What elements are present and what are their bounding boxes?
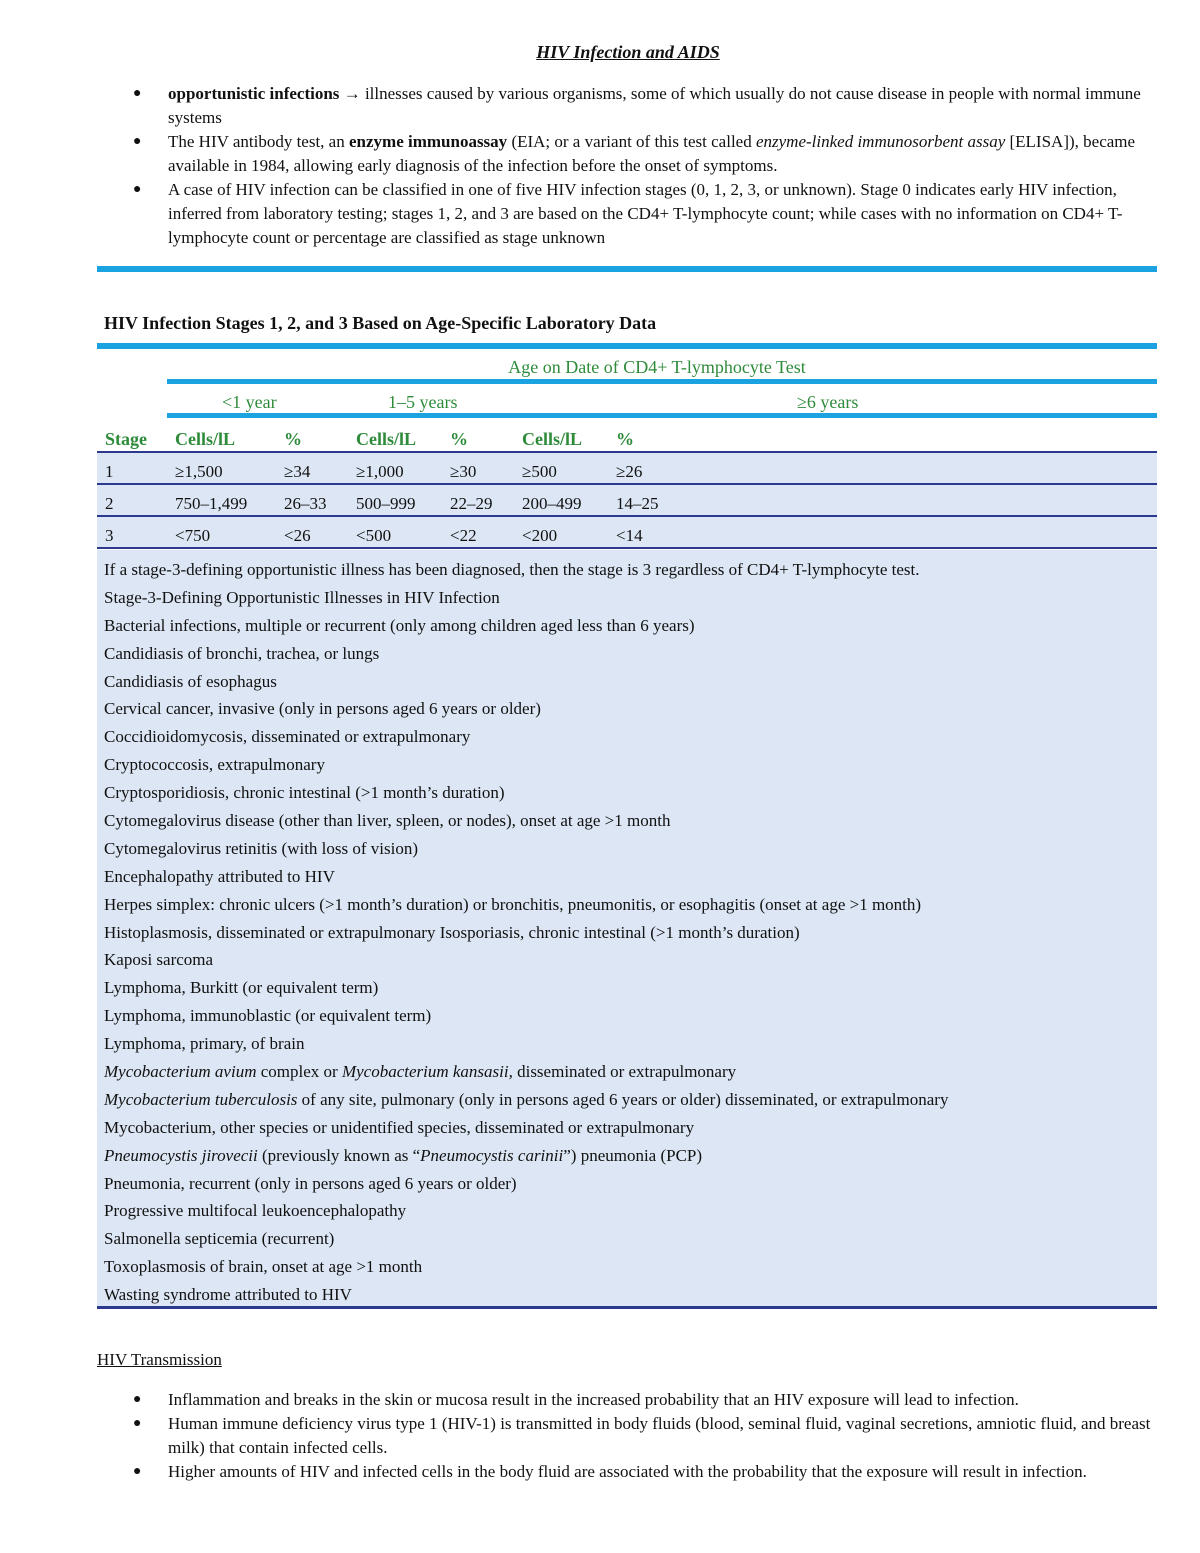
table-cell: <22 bbox=[450, 526, 477, 545]
col-cells-3: Cells/lL bbox=[522, 429, 583, 449]
document-title: HIV Infection and AIDS bbox=[536, 42, 720, 62]
illness-heading: Stage-3-Defining Opportunistic Illnesses in HIV Infection bbox=[104, 587, 500, 607]
table-cell: <750 bbox=[175, 526, 211, 545]
list-item: Wasting syndrome attributed to HIV bbox=[104, 1285, 352, 1305]
list-item bbox=[133, 1388, 1163, 1412]
row-divider bbox=[97, 547, 1157, 549]
list-item: Lymphoma, immunoblastic (or equivalent term) bbox=[104, 1006, 432, 1026]
table-cell: 22–29 bbox=[450, 494, 493, 513]
col-stage: Stage bbox=[105, 429, 147, 449]
list-item bbox=[104, 1086, 1154, 1114]
table-cell: ≥1,000 bbox=[356, 462, 404, 481]
text: disseminated or extrapulmonary bbox=[512, 1062, 737, 1082]
list-item: Lymphoma, primary, of brain bbox=[104, 1034, 305, 1054]
age-header-rule bbox=[167, 379, 1157, 384]
list-item: Herpes simplex: chronic ulcers (>1 month’s duration) or bronchitis, pneumonitis, or esophagitis (onset at age >1 month) bbox=[104, 894, 922, 914]
list-item bbox=[104, 1142, 1154, 1170]
text: [ELISA]), became available in 1984, allowing early diagnosis of the infection before the onset of symptoms. bbox=[168, 132, 1136, 175]
bullet-icon: ● bbox=[133, 182, 142, 197]
table-cell: <14 bbox=[616, 526, 643, 545]
table-top-rule bbox=[97, 343, 1157, 349]
list-item: Cryptococcosis, extrapulmonary bbox=[104, 755, 325, 775]
list-item bbox=[133, 82, 1158, 130]
list-item: Candidiasis of esophagus bbox=[104, 671, 277, 691]
list-item bbox=[133, 1460, 1163, 1484]
illness-list bbox=[104, 556, 1154, 1309]
table-cell: ≥26 bbox=[616, 462, 643, 481]
table-cell: 26–33 bbox=[284, 494, 327, 513]
list-item: Toxoplasmosis of brain, onset at age >1 month bbox=[104, 1257, 423, 1277]
list-item: Coccidioidomycosis, disseminated or extrapulmonary bbox=[104, 727, 471, 747]
table-cell: <200 bbox=[522, 526, 558, 545]
transmission-bullet-list bbox=[133, 1388, 1163, 1484]
intro-bullet-list bbox=[133, 82, 1158, 250]
col-cells-2: Cells/lL bbox=[356, 429, 417, 449]
term-italic: Pneumocystis jirovecii bbox=[104, 1145, 258, 1165]
age-group-6-plus: ≥6 years bbox=[797, 392, 859, 412]
col-pct-3: % bbox=[616, 429, 634, 449]
list-item: Cervical cancer, invasive (only in persons aged 6 years or older) bbox=[104, 699, 541, 719]
table-cell: 2 bbox=[105, 494, 114, 513]
term-italic: Mycobacterium tuberculosis bbox=[104, 1089, 298, 1109]
list-item bbox=[133, 178, 1158, 250]
bullet-icon: ● bbox=[133, 86, 142, 101]
age-header: Age on Date of CD4+ T-lymphocyte Test bbox=[508, 357, 806, 377]
text: (EIA; or a variant of this test called bbox=[507, 132, 756, 151]
definition: illnesses caused by various organisms, some of which usually do not cause disease in people with normal immune systems bbox=[168, 84, 1141, 127]
age-group-rule bbox=[167, 413, 1157, 418]
table-cell: 200–499 bbox=[522, 494, 582, 513]
table-cell: 1 bbox=[105, 462, 114, 481]
list-item bbox=[133, 1412, 1163, 1460]
list-item: Pneumonia, recurrent (only in persons aged 6 years or older) bbox=[104, 1173, 517, 1193]
term: enzyme immunoassay bbox=[348, 132, 508, 151]
age-group-under-1: <1 year bbox=[222, 392, 277, 412]
stage-note: If a stage-3-defining opportunistic illness has been diagnosed, then the stage is 3 regardless of CD4+ T-lymphocyte test. bbox=[104, 560, 920, 579]
table-bottom-rule bbox=[97, 1306, 1157, 1309]
table-cell: 750–1,499 bbox=[175, 494, 248, 513]
list-item bbox=[104, 1058, 1154, 1086]
text: Human immune deficiency virus type 1 (HIV-1) is transmitted in body fluids (blood, seminal fluid, vaginal secretions, amniotic fluid, and breast milk) that contain infected cells. bbox=[168, 1414, 1151, 1457]
list-item: Bacterial infections, multiple or recurrent (only among children aged less than 6 years) bbox=[104, 615, 695, 635]
transmission-title: HIV Transmission bbox=[97, 1350, 222, 1369]
text: complex or bbox=[256, 1062, 342, 1082]
table-cell: <26 bbox=[284, 526, 311, 545]
text: Higher amounts of HIV and infected cells in the body fluid are associated with the probability that the exposure will result in infection. bbox=[168, 1462, 1087, 1481]
section-divider bbox=[97, 266, 1157, 272]
text: ”) pneumonia (PCP) bbox=[563, 1145, 703, 1165]
text: of any site, pulmonary (only in persons aged 6 years or older) disseminated, or extrapulmonary bbox=[297, 1089, 949, 1109]
list-item: Progressive multifocal leukoencephalopathy bbox=[104, 1201, 407, 1221]
table-cell: <500 bbox=[356, 526, 392, 545]
list-item: Cytomegalovirus disease (other than liver, spleen, or nodes), onset at age >1 month bbox=[104, 811, 671, 831]
list-item: Histoplasmosis, disseminated or extrapulmonary Isosporiasis, chronic intestinal (>1 month’s duration) bbox=[104, 922, 800, 942]
table-cell: ≥30 bbox=[450, 462, 477, 481]
table-cell: 500–999 bbox=[356, 494, 416, 513]
list-item: Cytomegalovirus retinitis (with loss of vision) bbox=[104, 838, 419, 858]
term-italic: enzyme-linked immunosorbent assay bbox=[755, 132, 1006, 151]
table-cell: ≥500 bbox=[522, 462, 557, 481]
bullet-icon: ● bbox=[133, 134, 142, 149]
bullet-icon: ● bbox=[133, 1464, 142, 1479]
col-pct-1: % bbox=[284, 429, 302, 449]
text: (previously known as “ bbox=[257, 1145, 421, 1165]
bullet-icon: ● bbox=[133, 1392, 142, 1407]
list-item: Salmonella septicemia (recurrent) bbox=[104, 1229, 335, 1249]
term-italic: Mycobacterium kansasii, bbox=[341, 1062, 513, 1082]
col-pct-2: % bbox=[450, 429, 468, 449]
arrow-icon: → bbox=[343, 84, 361, 103]
age-group-1-5: 1–5 years bbox=[388, 392, 458, 412]
table-cell: 14–25 bbox=[616, 494, 659, 513]
list-item: Cryptosporidiosis, chronic intestinal (>1 month’s duration) bbox=[104, 783, 505, 803]
list-item: Encephalopathy attributed to HIV bbox=[104, 866, 335, 886]
table-title: HIV Infection Stages 1, 2, and 3 Based on Age-Specific Laboratory Data bbox=[104, 313, 657, 333]
list-item: Lymphoma, Burkitt (or equivalent term) bbox=[104, 978, 379, 998]
list-item: Kaposi sarcoma bbox=[104, 950, 214, 970]
term: opportunistic infections bbox=[168, 84, 340, 103]
table-cell: ≥34 bbox=[284, 462, 311, 481]
term-italic: Pneumocystis carinii bbox=[420, 1145, 564, 1165]
text: The HIV antibody test, an bbox=[168, 132, 349, 151]
table-cell: ≥1,500 bbox=[175, 462, 223, 481]
row-divider bbox=[97, 483, 1157, 485]
table-cell: 3 bbox=[105, 526, 114, 545]
text: Inflammation and breaks in the skin or mucosa result in the increased probability that an HIV exposure will lead to infection. bbox=[168, 1390, 1019, 1409]
bullet-icon: ● bbox=[133, 1416, 142, 1431]
col-cells-1: Cells/lL bbox=[175, 429, 236, 449]
list-item bbox=[133, 130, 1158, 178]
row-divider bbox=[97, 515, 1157, 517]
text: A case of HIV infection can be classified in one of five HIV infection stages (0, 1, 2, 3, or unknown). Stage 0 indicates early HIV infection, inferred from laboratory testing; stages 1, 2, and 3 are based on the CD4+ T-lymphocyte count; while cases with no information on CD4+ T-lymphocyte count or percentage are classified as stage unknown bbox=[168, 180, 1123, 247]
term-italic: Mycobacterium avium bbox=[104, 1062, 257, 1082]
list-item: Mycobacterium, other species or unidentified species, disseminated or extrapulmonary bbox=[104, 1117, 695, 1137]
list-item: Candidiasis of bronchi, trachea, or lungs bbox=[104, 643, 380, 663]
